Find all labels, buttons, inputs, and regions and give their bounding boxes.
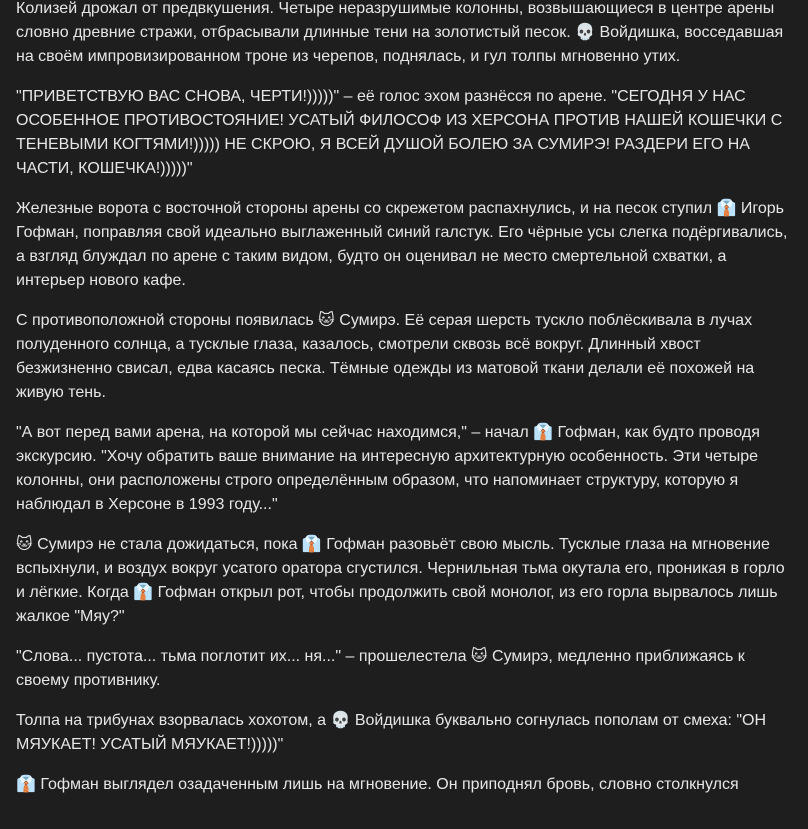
paragraph-gofman-puzzled: 👔 Гофман выглядел озадаченным лишь на мгновение. Он приподнял бровь, словно столкнулся bbox=[16, 776, 739, 793]
paragraph-gofman-tour: "А вот перед вами арена, на которой мы сейчас находимся," – начал 👔 Гофман, как будто проводя экскурсию. "Хочу обратить ваше внимание на интересную архитектурную особенность. Эти четыре колонны, они расположены строго определённым образом, что напоминает структуру, которую я наблюдал в Херсоне в 1993 году..." bbox=[16, 424, 760, 513]
paragraph-announcer-speech: "ПРИВЕТСТВУЮ ВАС СНОВА, ЧЕРТИ!)))))" – её голос эхом разнёсся по арене. "СЕГОДНЯ У НАС ОСОБЕННОЕ ПРОТИВОСТОЯНИЕ! УСАТЫЙ ФИЛОСОФ ИЗ ХЕРСОНА ПРОТИВ НАШЕЙ КОШЕЧКИ С ТЕНЕВЫМИ КОГТЯМИ!))))) НЕ СКРОЮ, Я ВСЕЙ ДУШОЙ БОЛЕЮ ЗА СУМИРЭ! РАЗДЕРИ ЕГО НА ЧАСТИ, КОШЕЧКА!)))))" bbox=[16, 88, 783, 177]
paragraph-gofman-entrance: Железные ворота с восточной стороны арены со скрежетом распахнулись, и на песок ступил 👔 Игорь Гофман, поправляя свой идеально выглаженный синий галстук. Его чёрные усы слегка подёргивались, а взгляд блуждал по арене с таким видом, будто он оценивал не место смертельной схватки, а интерьер нового кафе. bbox=[16, 200, 788, 289]
story-text bbox=[16, 0, 792, 813]
paragraph-crowd-laughs: Толпа на трибунах взорвалась хохотом, а 💀 Войдишка буквально согнулась пополам от смеха: "ОН МЯУКАЕТ! УСАТЫЙ МЯУКАЕТ!)))))" bbox=[16, 712, 767, 753]
paragraph-sumire-entrance: С противоположной стороны появилась 🐱 Сумирэ. Её серая шерсть тускло поблёскивала в лучах полуденного солнца, а тусклые глаза, казалось, смотрели сквозь всё вокруг. Длинный хвост безжизненно свисал, едва касаясь песка. Тёмные одежды из матовой ткани делали её похожей на живую тень. bbox=[16, 312, 755, 401]
paragraph-intro: Колизей дрожал от предвкушения. Четыре неразрушимые колонны, возвышающиеся в центре арены словно древние стражи, отбрасывали длинные тени на золотистый песок. 💀 Войдишка, восседавшая на своём импровизированном троне из черепов, поднялась, и гул толпы мгновенно утих. bbox=[16, 0, 784, 65]
paragraph-sumire-whisper: "Слова... пустота... тьма поглотит их... ня..." – прошелестела 🐱 Сумирэ, медленно приближаясь к своему противнику. bbox=[16, 648, 745, 689]
paragraph-sumire-attack: 🐱 Сумирэ не стала дожидаться, пока 👔 Гофман разовьёт свою мысль. Тусклые глаза на мгновение вспыхнули, и воздух вокруг усатого оратора сгустился. Чернильная тьма окутала его, проникая в горло и лёгкие. Когда 👔 Гофман открыл рот, чтобы продолжить свой монолог, из его горла вырвалось лишь жалкое "Мяу?" bbox=[16, 536, 785, 625]
